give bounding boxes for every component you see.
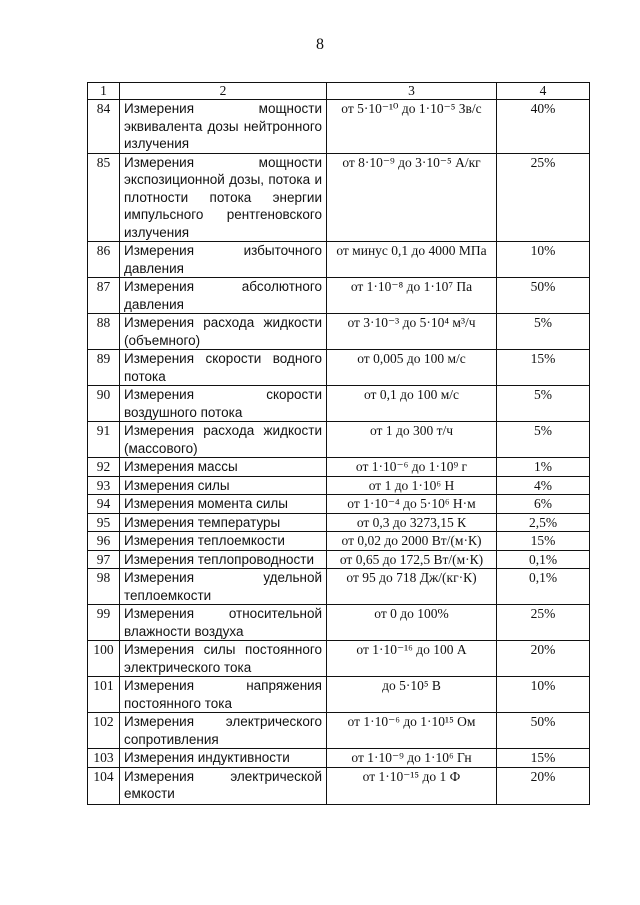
accuracy-cell: 10% (497, 677, 590, 713)
measurement-range-cell: от 1·10⁻¹⁶ до 100 А (327, 641, 497, 677)
row-number-cell: 96 (88, 532, 120, 551)
measurement-name-cell: Измерения скорости водного потока (120, 350, 327, 386)
header-col-4: 4 (497, 83, 590, 100)
table-row (88, 100, 590, 154)
accuracy-cell: 20% (497, 641, 590, 677)
header-row (88, 83, 590, 100)
measurement-range-cell: от 5·10⁻¹⁰ до 1·10⁻⁵ Зв/с (327, 100, 497, 154)
accuracy-cell: 15% (497, 532, 590, 551)
measurement-range-cell: от 0,65 до 172,5 Вт/(м·К) (327, 550, 497, 569)
row-number-cell: 88 (88, 314, 120, 350)
table-row (88, 550, 590, 569)
table-row (88, 605, 590, 641)
row-number-cell: 87 (88, 278, 120, 314)
measurement-name-cell: Измерения температуры (120, 513, 327, 532)
measurement-name-cell: Измерения массы (120, 458, 327, 477)
measurement-range-cell: от 1·10⁻⁴ до 5·10⁶ Н·м (327, 495, 497, 514)
measurement-range-cell: от 1·10⁻⁹ до 1·10⁶ Гн (327, 749, 497, 768)
table-row (88, 713, 590, 749)
accuracy-cell: 25% (497, 605, 590, 641)
table-row (88, 495, 590, 514)
table-row (88, 458, 590, 477)
accuracy-cell: 15% (497, 350, 590, 386)
measurement-name-cell: Измерения расхода жидкости (объемного) (120, 314, 327, 350)
row-number-cell: 85 (88, 153, 120, 242)
accuracy-cell: 50% (497, 713, 590, 749)
accuracy-cell: 15% (497, 749, 590, 768)
row-number-cell: 103 (88, 749, 120, 768)
measurements-table (87, 82, 590, 805)
row-number-cell: 91 (88, 422, 120, 458)
header-col-2: 2 (120, 83, 327, 100)
table-row (88, 350, 590, 386)
table-row (88, 422, 590, 458)
measurement-name-cell: Измерения силы постоянного электрического тока (120, 641, 327, 677)
table-row (88, 242, 590, 278)
table-row (88, 749, 590, 768)
measurement-range-cell: от 1 до 300 т/ч (327, 422, 497, 458)
row-number-cell: 97 (88, 550, 120, 569)
row-number-cell: 94 (88, 495, 120, 514)
accuracy-cell: 25% (497, 153, 590, 242)
accuracy-cell: 5% (497, 386, 590, 422)
measurement-range-cell: от 0,3 до 3273,15 К (327, 513, 497, 532)
measurement-name-cell: Измерения силы (120, 476, 327, 495)
measurement-range-cell: от 1·10⁻⁶ до 1·10⁹ г (327, 458, 497, 477)
measurement-range-cell: от 0,02 до 2000 Вт/(м·К) (327, 532, 497, 551)
table-row (88, 153, 590, 242)
measurement-range-cell: до 5·10⁵ В (327, 677, 497, 713)
row-number-cell: 101 (88, 677, 120, 713)
measurement-name-cell: Измерения теплопроводности (120, 550, 327, 569)
table-row (88, 532, 590, 551)
accuracy-cell: 4% (497, 476, 590, 495)
measurement-name-cell: Измерения теплоемкости (120, 532, 327, 551)
row-number-cell: 86 (88, 242, 120, 278)
measurement-range-cell: от 1 до 1·10⁶ Н (327, 476, 497, 495)
row-number-cell: 90 (88, 386, 120, 422)
table-row (88, 513, 590, 532)
measurement-range-cell: от 8·10⁻⁹ до 3·10⁻⁵ А/кг (327, 153, 497, 242)
table-row (88, 677, 590, 713)
measurement-name-cell: Измерения абсолютного давления (120, 278, 327, 314)
row-number-cell: 99 (88, 605, 120, 641)
row-number-cell: 104 (88, 767, 120, 804)
measurement-range-cell: от 1·10⁻⁸ до 1·10⁷ Па (327, 278, 497, 314)
row-number-cell: 84 (88, 100, 120, 154)
table-row (88, 641, 590, 677)
accuracy-cell: 20% (497, 767, 590, 804)
accuracy-cell: 10% (497, 242, 590, 278)
measurement-name-cell: Измерения электрической емкости (120, 767, 327, 804)
table-row (88, 569, 590, 605)
row-number-cell: 102 (88, 713, 120, 749)
table-row (88, 476, 590, 495)
header-col-3: 3 (327, 83, 497, 100)
measurement-name-cell: Измерения скорости воздушного потока (120, 386, 327, 422)
row-number-cell: 100 (88, 641, 120, 677)
accuracy-cell: 1% (497, 458, 590, 477)
measurement-name-cell: Измерения избыточного давления (120, 242, 327, 278)
measurement-name-cell: Измерения удельной теплоемкости (120, 569, 327, 605)
measurement-name-cell: Измерения момента силы (120, 495, 327, 514)
table-body (88, 100, 590, 805)
accuracy-cell: 6% (497, 495, 590, 514)
measurement-name-cell: Измерения мощности экспозиционной дозы, потока и плотности потока энергии импульсного рентгеновского излучения (120, 153, 327, 242)
measurement-range-cell: от 3·10⁻³ до 5·10⁴ м³/ч (327, 314, 497, 350)
page-number: 8 (316, 36, 324, 53)
measurement-range-cell: от минус 0,1 до 4000 МПа (327, 242, 497, 278)
accuracy-cell: 2,5% (497, 513, 590, 532)
row-number-cell: 93 (88, 476, 120, 495)
table-header (88, 83, 590, 100)
table-row (88, 767, 590, 804)
row-number-cell: 98 (88, 569, 120, 605)
measurement-name-cell: Измерения относительной влажности воздуха (120, 605, 327, 641)
accuracy-cell: 5% (497, 422, 590, 458)
header-col-1: 1 (88, 83, 120, 100)
measurement-range-cell: от 0 до 100% (327, 605, 497, 641)
measurement-range-cell: от 0,005 до 100 м/с (327, 350, 497, 386)
measurement-range-cell: от 0,1 до 100 м/с (327, 386, 497, 422)
measurement-range-cell: от 95 до 718 Дж/(кг·К) (327, 569, 497, 605)
table-row (88, 278, 590, 314)
measurement-name-cell: Измерения напряжения постоянного тока (120, 677, 327, 713)
measurement-name-cell: Измерения электрического сопротивления (120, 713, 327, 749)
measurement-name-cell: Измерения расхода жидкости (массового) (120, 422, 327, 458)
table-row (88, 314, 590, 350)
accuracy-cell: 0,1% (497, 550, 590, 569)
table-row (88, 386, 590, 422)
accuracy-cell: 5% (497, 314, 590, 350)
measurement-name-cell: Измерения индуктивности (120, 749, 327, 768)
accuracy-cell: 0,1% (497, 569, 590, 605)
measurement-range-cell: от 1·10⁻¹⁵ до 1 Ф (327, 767, 497, 804)
row-number-cell: 89 (88, 350, 120, 386)
row-number-cell: 95 (88, 513, 120, 532)
measurement-name-cell: Измерения мощности эквивалента дозы нейтронного излучения (120, 100, 327, 154)
accuracy-cell: 40% (497, 100, 590, 154)
measurement-range-cell: от 1·10⁻⁶ до 1·10¹⁵ Ом (327, 713, 497, 749)
accuracy-cell: 50% (497, 278, 590, 314)
row-number-cell: 92 (88, 458, 120, 477)
